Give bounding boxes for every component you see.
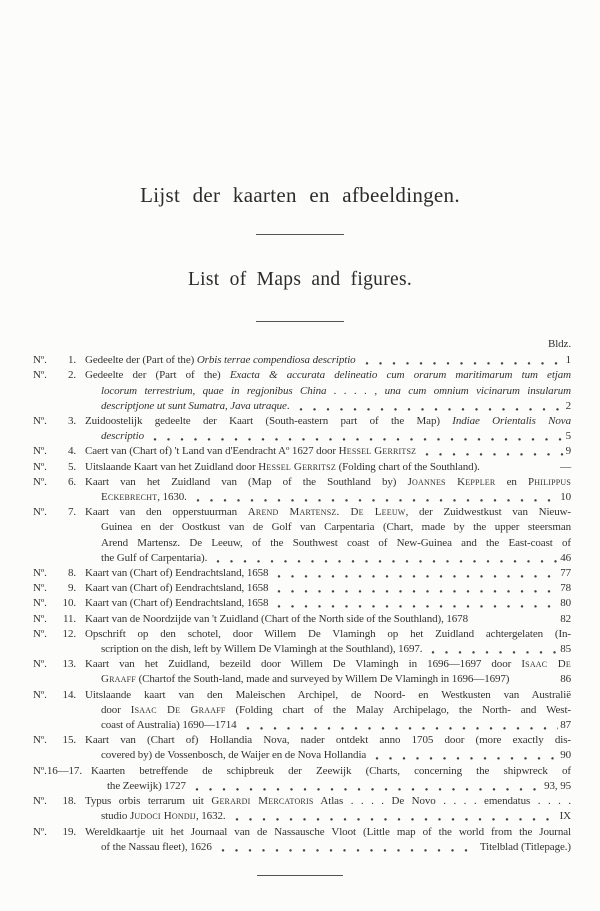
page-number: 2 bbox=[565, 399, 571, 412]
entry-line bbox=[85, 657, 571, 672]
entry-line-text bbox=[85, 444, 416, 459]
text-segment: Typus orbis terrarum uit bbox=[85, 795, 212, 808]
entry-line-text bbox=[101, 537, 571, 549]
entry-number-value: 2. bbox=[67, 369, 76, 382]
entry-line-text bbox=[85, 734, 571, 746]
entry-line bbox=[85, 688, 571, 703]
text-segment: Exacta & accurata delineatio cum orarum maritimarum tum etjam bbox=[229, 369, 572, 382]
text-segment: Uitslaande Kaart van het Zuidland door bbox=[85, 460, 259, 473]
entry-text bbox=[85, 688, 571, 734]
divider-rule-bottom bbox=[257, 875, 343, 876]
entry-number-value: 11. bbox=[62, 612, 76, 625]
entry-line bbox=[85, 414, 571, 429]
dot-leader bbox=[273, 566, 558, 581]
page-number: 5 bbox=[565, 430, 571, 443]
text-segment: Kaart van (Chart of) Eendrachtsland, 1658 bbox=[85, 597, 269, 610]
entry-line-text bbox=[101, 718, 237, 733]
entry-line-text bbox=[107, 779, 186, 794]
entry-number-prefix: Nº. bbox=[33, 354, 47, 367]
entry-number-prefix: Nº. bbox=[33, 369, 47, 382]
list-entry bbox=[33, 657, 571, 687]
entry-number-prefix: Nº. bbox=[33, 658, 47, 671]
text-segment: (Chartof the South-land, made and surveyed by Willem De Vlamingh in 1696—1697) bbox=[135, 673, 510, 686]
text-segment: door bbox=[101, 703, 131, 716]
list-entry bbox=[33, 460, 571, 475]
entry-number-prefix: Nº. bbox=[33, 506, 47, 519]
list-entry bbox=[33, 581, 571, 596]
text-segment: descriptio bbox=[101, 430, 144, 443]
page-number: 87 bbox=[560, 719, 571, 732]
dot-leader bbox=[217, 840, 478, 855]
text-segment: Graaff bbox=[101, 673, 136, 686]
text-segment: studio bbox=[101, 810, 130, 823]
page-number: 85 bbox=[560, 643, 571, 656]
page-number: 90 bbox=[560, 749, 571, 762]
entry-line-text bbox=[85, 795, 571, 807]
entry-line bbox=[85, 551, 571, 566]
text-segment: Hessel Gerritsz bbox=[338, 445, 417, 458]
entry-line bbox=[85, 429, 571, 444]
entry-line bbox=[85, 825, 571, 840]
entry-line bbox=[85, 399, 571, 414]
entry-line-text bbox=[101, 704, 571, 716]
entry-number-value: 14. bbox=[62, 688, 76, 701]
entry-number bbox=[33, 475, 85, 490]
entry-number bbox=[33, 596, 85, 611]
entry-line bbox=[85, 672, 571, 687]
entry-number-value: 4. bbox=[67, 445, 76, 458]
entry-number-prefix: Nº. bbox=[33, 597, 47, 610]
entry-number-value: 13. bbox=[62, 658, 76, 671]
list-entry bbox=[33, 612, 571, 627]
entry-line-text bbox=[85, 476, 571, 488]
entry-line-text bbox=[85, 628, 571, 640]
entry-line bbox=[85, 444, 571, 459]
entry-line-text bbox=[101, 840, 212, 855]
entry-line bbox=[85, 460, 571, 475]
page-title-dutch: Lijst der kaarten en afbeeldingen. bbox=[140, 183, 460, 207]
text-segment: en bbox=[495, 475, 528, 488]
entry-number-value: 15. bbox=[62, 734, 76, 747]
entry-line bbox=[91, 779, 571, 794]
text-segment: Kaart van (Chart of) Eendrachtsland, 1658 bbox=[85, 567, 269, 580]
list-entry bbox=[33, 368, 571, 414]
entry-number-prefix: Nº. bbox=[33, 688, 47, 701]
text-segment: Kaart van het Zuidland van (Map of the Southland by) bbox=[85, 475, 408, 488]
text-segment: Kaarten betreffende de schipbreuk der Zeewijk (Charts, concerning the shipwreck of bbox=[90, 764, 571, 777]
list-entry bbox=[33, 733, 571, 763]
list-entry bbox=[33, 764, 571, 794]
entry-number bbox=[33, 460, 85, 475]
text-segment: (Folding chart of the Malay Archipelago, the North- and West- bbox=[225, 703, 571, 716]
text-segment: Zuidoostelijk gedeelte der Kaart (South-eastern part of the Map) bbox=[85, 415, 453, 428]
entry-number-prefix: Nº. bbox=[33, 445, 47, 458]
entry-text bbox=[85, 612, 571, 627]
entry-line bbox=[85, 642, 571, 657]
text-segment: Opschrift op den schotel, door Willem De Vlamingh op het Zuidland achtergelaten (In- bbox=[85, 627, 571, 640]
entry-line bbox=[85, 566, 571, 581]
page-number: — bbox=[560, 460, 571, 473]
entry-number-prefix: Nº. bbox=[33, 415, 47, 428]
text-segment: (Folding chart of the Southland). bbox=[335, 460, 480, 473]
entry-number bbox=[33, 444, 85, 459]
text-segment: . bbox=[286, 399, 290, 412]
entry-number bbox=[33, 505, 85, 520]
entry-number-value: 5. bbox=[67, 460, 76, 473]
entry-line-text bbox=[101, 521, 571, 533]
entry-text bbox=[85, 596, 571, 611]
page-number: Titelblad (Titlepage.) bbox=[479, 840, 571, 853]
text-segment: Kaart van (Chart of) Hollandia Nova, nader ontdekt anno 1705 door (more exactly dis- bbox=[85, 734, 571, 747]
entry-number-value: 19. bbox=[62, 825, 76, 838]
entry-line bbox=[85, 505, 571, 520]
entry-number-value: 18. bbox=[62, 795, 76, 808]
text-segment: Kaart van het Zuidland, bezeild door Willem De Vlamingh in 1696—1697 door bbox=[85, 658, 522, 671]
text-segment: , der Zuidwestkust van Nieuw- bbox=[405, 506, 571, 519]
dot-leader bbox=[192, 490, 558, 505]
dot-leader bbox=[273, 581, 558, 596]
entry-number-prefix: Nº. bbox=[33, 460, 47, 473]
entry-number-value: 10. bbox=[62, 597, 76, 610]
entry-line bbox=[85, 520, 571, 535]
page-column-header: Bldz. bbox=[547, 338, 571, 350]
entry-line-text bbox=[85, 460, 480, 475]
entry-line-text bbox=[101, 642, 422, 657]
entry-number-prefix: Nº. bbox=[33, 627, 47, 640]
page-number: 86 bbox=[560, 673, 571, 686]
list-entry bbox=[33, 825, 571, 855]
entry-line-text bbox=[101, 385, 571, 397]
text-segment: Kaart van de Noordzijde van 't Zuidland (Chart of the North side of the Southland), 1678 bbox=[85, 612, 468, 625]
entry-number bbox=[33, 368, 85, 383]
text-segment: the Gulf of Carpentaria). bbox=[101, 551, 208, 564]
entry-line-text bbox=[85, 596, 268, 611]
text-segment: Kaart van (Chart of) Eendrachtsland, 1658 bbox=[85, 582, 269, 595]
entry-number bbox=[33, 764, 91, 779]
entry-number-value: 7. bbox=[67, 506, 76, 519]
entry-text bbox=[85, 657, 571, 687]
entry-number bbox=[33, 566, 85, 581]
list-entry bbox=[33, 688, 571, 734]
text-segment: Philippus bbox=[527, 475, 572, 488]
list-entry bbox=[33, 596, 571, 611]
text-segment: Kaart van den opperstuurman bbox=[85, 506, 248, 519]
entry-line bbox=[85, 794, 571, 809]
text-segment: Gerardi Mercatoris bbox=[211, 795, 314, 808]
entry-number bbox=[33, 825, 85, 840]
entry-line-text bbox=[91, 765, 571, 777]
entry-number bbox=[33, 627, 85, 642]
entry-line bbox=[85, 581, 571, 596]
entry-number bbox=[33, 353, 85, 368]
text-segment: Atlas . . . . De Novo . . . . emendatus . . . . bbox=[313, 795, 571, 808]
entry-text bbox=[85, 825, 571, 855]
entry-line bbox=[85, 490, 571, 505]
page-number: 10 bbox=[560, 491, 571, 504]
entry-line bbox=[85, 353, 571, 368]
page-number: IX bbox=[559, 810, 571, 823]
page-number: 82 bbox=[560, 612, 571, 625]
entry-text bbox=[85, 444, 571, 459]
text-segment: Joannes Keppler bbox=[407, 475, 496, 488]
text-segment: Isaac De Graaff bbox=[130, 703, 226, 716]
entry-text bbox=[85, 460, 571, 475]
entry-text bbox=[85, 627, 571, 657]
text-segment: the Zeewijk) 1727 bbox=[106, 779, 186, 792]
entry-number-prefix: Nº. bbox=[33, 795, 47, 808]
entry-number-prefix: Nº. bbox=[33, 475, 47, 488]
entry-number-value: 16—17. bbox=[46, 764, 82, 777]
entry-line-text bbox=[85, 415, 571, 427]
entry-text bbox=[91, 764, 571, 794]
entry-line-text bbox=[85, 658, 571, 670]
dot-leader bbox=[149, 429, 564, 444]
page-number: 77 bbox=[560, 567, 571, 580]
entry-number-prefix: Nº. bbox=[33, 582, 47, 595]
list-entry bbox=[33, 444, 571, 459]
entry-text bbox=[85, 794, 571, 824]
entry-line bbox=[85, 703, 571, 718]
page-number: 78 bbox=[560, 582, 571, 595]
entry-number bbox=[33, 581, 85, 596]
entry-line bbox=[85, 612, 571, 627]
entry-number-prefix: Nº. bbox=[33, 734, 47, 747]
dot-leader bbox=[242, 718, 559, 733]
dot-leader bbox=[427, 642, 558, 657]
entry-number-value: 6. bbox=[67, 475, 76, 488]
entry-line-text bbox=[85, 581, 268, 596]
page-number: 9 bbox=[565, 445, 571, 458]
page-number: 46 bbox=[560, 551, 571, 564]
entry-text bbox=[85, 581, 571, 596]
list-entry bbox=[33, 475, 571, 505]
page-number: 80 bbox=[560, 597, 571, 610]
entry-line bbox=[85, 733, 571, 748]
dot-leader bbox=[421, 444, 563, 459]
list-entry bbox=[33, 505, 571, 566]
entry-line-text bbox=[85, 826, 571, 838]
text-segment: locorum terrestrium, quae in regjonibus China . . . . , una cum omnium vicinarum insularum bbox=[101, 384, 571, 397]
text-segment: descriptjone ut sunt Sumatra, Java utraque bbox=[101, 399, 287, 412]
text-segment: Uitslaande kaart van den Maleischen Archipel, de Noord- en Westkusten van Australië bbox=[85, 688, 571, 701]
list-entry bbox=[33, 414, 571, 444]
entry-line-text bbox=[85, 353, 356, 368]
entry-line bbox=[85, 840, 571, 855]
entry-line-text bbox=[101, 809, 226, 824]
dot-leader bbox=[212, 551, 558, 566]
entry-text bbox=[85, 414, 571, 444]
entry-line-text bbox=[101, 399, 290, 414]
entry-text bbox=[85, 733, 571, 763]
page-title-english: List of Maps and figures. bbox=[187, 269, 413, 290]
entry-number-value: 3. bbox=[67, 415, 76, 428]
entry-line bbox=[85, 627, 571, 642]
list-entry bbox=[33, 794, 571, 824]
entry-line-text bbox=[85, 612, 468, 627]
entry-line bbox=[85, 718, 571, 733]
text-segment: , 1632. bbox=[195, 810, 226, 823]
entry-line-text bbox=[101, 672, 509, 687]
entry-line-text bbox=[85, 506, 571, 518]
text-segment: Gedeelte der (Part of the) bbox=[85, 354, 197, 367]
entry-line bbox=[85, 536, 571, 551]
entry-number bbox=[33, 688, 85, 703]
text-segment: Orbis terrae compendiosa descriptio bbox=[196, 354, 356, 367]
entry-number-prefix: Nº. bbox=[33, 612, 47, 625]
entry-line bbox=[85, 384, 571, 399]
entry-line bbox=[85, 368, 571, 383]
entry-number-value: 1. bbox=[67, 354, 76, 367]
entry-line-text bbox=[85, 566, 268, 581]
text-segment: Caert van (Chart of) 't Land van d'Eendracht Aº 1627 door bbox=[85, 445, 339, 458]
text-segment: scription on the dish, left by Willem De Vlamingh at the Southland), 1697. bbox=[101, 643, 423, 656]
entry-line-text bbox=[101, 748, 366, 763]
page-number: 1 bbox=[565, 354, 571, 367]
text-segment: Gedeelte der (Part of the) bbox=[85, 369, 230, 382]
text-segment: of the Nassau fleet), 1626 bbox=[101, 840, 212, 853]
entry-number-prefix: Nº. bbox=[33, 825, 47, 838]
dot-leader bbox=[371, 748, 558, 763]
entries-list bbox=[33, 353, 571, 855]
text-segment: , 1630. bbox=[157, 491, 187, 504]
entry-line-text bbox=[101, 429, 144, 444]
entry-line bbox=[91, 764, 571, 779]
divider-rule-top bbox=[256, 234, 344, 235]
entry-text bbox=[85, 353, 571, 368]
entry-number bbox=[33, 414, 85, 429]
list-entry bbox=[33, 566, 571, 581]
text-segment: Hessel Gerritsz bbox=[258, 460, 336, 473]
list-entry bbox=[33, 353, 571, 368]
text-segment: coast of Australia) 1690—1714 bbox=[101, 719, 237, 732]
entry-number-prefix: Nº. bbox=[33, 567, 47, 580]
dot-leader bbox=[191, 779, 542, 794]
entry-number bbox=[33, 657, 85, 672]
text-segment: Wereldkaartje uit het Journaal van de Nassausche Vloot (Little map of the world from the Journal bbox=[85, 825, 571, 838]
entry-number-value: 12. bbox=[62, 627, 76, 640]
entry-number bbox=[33, 612, 85, 627]
entry-text bbox=[85, 566, 571, 581]
entry-number-value: 9. bbox=[67, 582, 76, 595]
text-segment: Eckebrecht bbox=[101, 491, 158, 504]
entry-text bbox=[85, 475, 571, 505]
text-segment: Indiae Orientalis Nova bbox=[452, 415, 571, 428]
text-segment: covered by) de Vossenbosch, de Waijer en de Nova Hollandia bbox=[101, 749, 367, 762]
text-segment: Arend Martensz. De Leeuw bbox=[247, 506, 406, 519]
entry-number-value: 8. bbox=[67, 567, 76, 580]
entry-text bbox=[85, 505, 571, 566]
entry-line bbox=[85, 475, 571, 490]
entry-number-prefix: Nº. bbox=[33, 764, 47, 777]
text-segment: Guinea en der Oostkust van de Golf van Carpentaria (Chart, made by the upper steersman bbox=[101, 521, 571, 534]
map-list bbox=[33, 337, 571, 855]
entry-line-text bbox=[85, 689, 571, 701]
text-segment: Judoci Hondij bbox=[129, 810, 196, 823]
page-number: 93, 95 bbox=[544, 779, 571, 792]
dot-leader bbox=[273, 596, 558, 611]
entry-line bbox=[85, 748, 571, 763]
dot-leader bbox=[231, 809, 558, 824]
text-segment: Arend Martensz. De Leeuw, of the Southwest coast of New-Guinea and the East-coast of bbox=[101, 536, 571, 549]
entry-line-text bbox=[101, 551, 207, 566]
entry-line bbox=[85, 809, 571, 824]
entry-text bbox=[85, 368, 571, 414]
entry-number bbox=[33, 733, 85, 748]
divider-rule-middle bbox=[256, 321, 344, 322]
dot-leader bbox=[295, 399, 564, 414]
entry-line-text bbox=[101, 490, 187, 505]
entry-number bbox=[33, 794, 85, 809]
list-entry bbox=[33, 627, 571, 657]
entry-line bbox=[85, 596, 571, 611]
text-segment: Isaac De bbox=[521, 658, 571, 671]
entry-line-text bbox=[85, 369, 571, 381]
dot-leader bbox=[361, 353, 564, 368]
